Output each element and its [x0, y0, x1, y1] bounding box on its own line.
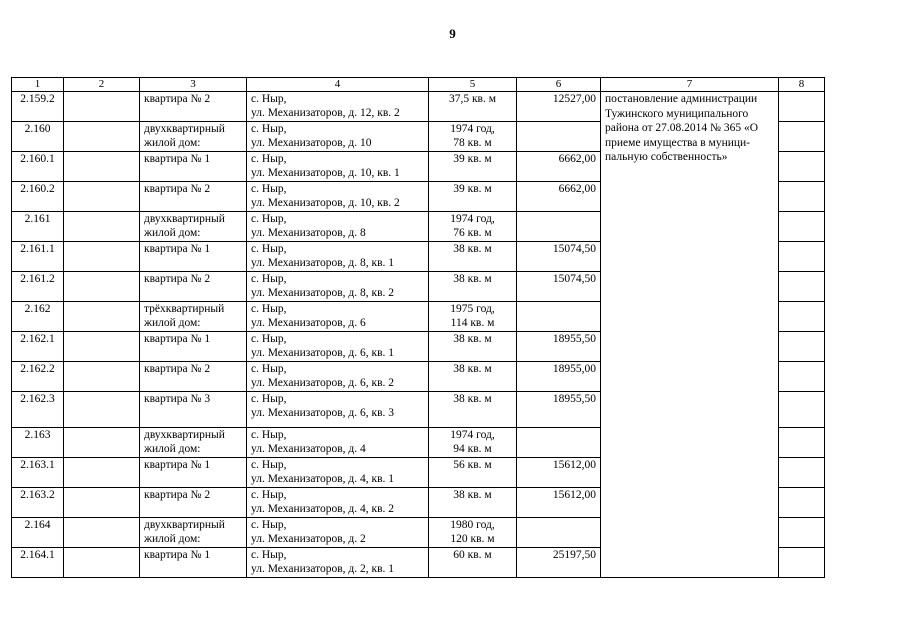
- address-cell: [247, 182, 429, 212]
- address-line: с. Ныр,: [251, 489, 287, 501]
- column-2-cell: [64, 428, 140, 458]
- address-line: с. Ныр,: [251, 519, 287, 531]
- object-name-line: жилой дом:: [144, 137, 201, 149]
- address-line: с. Ныр,: [251, 123, 287, 135]
- value-cell: 25197,50: [517, 548, 601, 578]
- address-cell: [247, 392, 429, 428]
- object-name-cell: [140, 212, 247, 242]
- address-line: ул. Механизаторов, д. 10, кв. 1: [251, 167, 400, 179]
- column-2-cell: [64, 548, 140, 578]
- item-number-cell: 2.161: [12, 212, 64, 242]
- object-name-line: жилой дом:: [144, 227, 201, 239]
- address-line: с. Ныр,: [251, 93, 287, 105]
- value-cell: [517, 122, 601, 152]
- area-line: 38 кв. м: [453, 393, 492, 405]
- column-8-cell: [779, 122, 825, 152]
- area-line: 1974 год,: [450, 213, 495, 225]
- address-line: ул. Механизаторов, д. 12, кв. 2: [251, 107, 400, 119]
- address-line: с. Ныр,: [251, 333, 287, 345]
- area-line: 78 кв. м: [453, 137, 492, 149]
- address-line: с. Ныр,: [251, 459, 287, 471]
- column-header: 6: [517, 78, 601, 92]
- column-2-cell: [64, 518, 140, 548]
- object-name-line: квартира № 1: [144, 459, 211, 471]
- column-8-cell: [779, 548, 825, 578]
- basis-document-line: постановление администрации: [605, 93, 758, 105]
- item-number-cell: 2.162.1: [12, 332, 64, 362]
- address-cell: [247, 458, 429, 488]
- column-8-cell: [779, 518, 825, 548]
- object-name-line: квартира № 2: [144, 363, 211, 375]
- area-line: 37,5 кв. м: [448, 93, 497, 105]
- address-line: с. Ныр,: [251, 153, 287, 165]
- object-name-cell: [140, 332, 247, 362]
- column-8-cell: [779, 428, 825, 458]
- address-cell: [247, 488, 429, 518]
- column-2-cell: [64, 392, 140, 428]
- item-number-cell: 2.160.2: [12, 182, 64, 212]
- object-name-line: квартира № 1: [144, 243, 211, 255]
- area-cell: [429, 428, 517, 458]
- address-cell: [247, 548, 429, 578]
- column-header: 2: [64, 78, 140, 92]
- column-2-cell: [64, 242, 140, 272]
- object-name-line: квартира № 1: [144, 153, 211, 165]
- column-2-cell: [64, 152, 140, 182]
- column-8-cell: [779, 272, 825, 302]
- column-2-cell: [64, 332, 140, 362]
- column-header: 8: [779, 78, 825, 92]
- address-line: с. Ныр,: [251, 429, 287, 441]
- area-cell: [429, 302, 517, 332]
- item-number-cell: 2.162.2: [12, 362, 64, 392]
- address-cell: [247, 92, 429, 122]
- object-name-cell: [140, 182, 247, 212]
- object-name-line: квартира № 2: [144, 489, 211, 501]
- area-line: 114 кв. м: [450, 317, 495, 329]
- item-number-cell: 2.162.3: [12, 392, 64, 428]
- column-2-cell: [64, 92, 140, 122]
- column-2-cell: [64, 362, 140, 392]
- column-2-cell: [64, 302, 140, 332]
- address-line: ул. Механизаторов, д. 8: [251, 227, 366, 239]
- item-number-cell: 2.161.2: [12, 272, 64, 302]
- address-line: ул. Механизаторов, д. 6, кв. 1: [251, 347, 395, 359]
- object-name-line: квартира № 2: [144, 183, 211, 195]
- area-cell: [429, 458, 517, 488]
- area-line: 39 кв. м: [453, 183, 492, 195]
- object-name-cell: [140, 458, 247, 488]
- value-cell: 18955,50: [517, 332, 601, 362]
- column-header: 1: [12, 78, 64, 92]
- address-line: с. Ныр,: [251, 213, 287, 225]
- area-cell: [429, 272, 517, 302]
- object-name-cell: [140, 428, 247, 458]
- address-line: ул. Механизаторов, д. 10: [251, 137, 372, 149]
- basis-document-line: Тужинского муниципального: [605, 107, 749, 120]
- value-cell: 15612,00: [517, 488, 601, 518]
- item-number-cell: 2.160: [12, 122, 64, 152]
- page-number: 9: [449, 26, 456, 41]
- column-2-cell: [64, 488, 140, 518]
- column-header: 4: [247, 78, 429, 92]
- property-registry-table: [11, 77, 825, 578]
- area-line: 38 кв. м: [453, 273, 492, 285]
- address-cell: [247, 152, 429, 182]
- area-cell: [429, 92, 517, 122]
- address-line: ул. Механизаторов, д. 4, кв. 1: [251, 473, 395, 485]
- area-line: 1974 год,: [450, 123, 495, 135]
- area-cell: [429, 518, 517, 548]
- basis-document-cell: [601, 92, 779, 578]
- item-number-cell: 2.162: [12, 302, 64, 332]
- object-name-line: квартира № 2: [144, 93, 211, 105]
- address-cell: [247, 332, 429, 362]
- area-line: 120 кв. м: [450, 533, 495, 545]
- column-8-cell: [779, 458, 825, 488]
- item-number-cell: 2.159.2: [12, 92, 64, 122]
- address-line: с. Ныр,: [251, 243, 287, 255]
- item-number-cell: 2.164: [12, 518, 64, 548]
- address-line: ул. Механизаторов, д. 2, кв. 1: [251, 563, 395, 575]
- area-cell: [429, 548, 517, 578]
- object-name-cell: [140, 122, 247, 152]
- address-line: с. Ныр,: [251, 363, 287, 375]
- value-cell: 12527,00: [517, 92, 601, 122]
- area-line: 38 кв. м: [453, 333, 492, 345]
- area-line: 56 кв. м: [453, 459, 492, 471]
- object-name-line: двухквартирный: [144, 123, 225, 135]
- address-line: ул. Механизаторов, д. 6, кв. 3: [251, 407, 395, 419]
- area-line: 76 кв. м: [453, 227, 492, 239]
- item-number-cell: 2.161.1: [12, 242, 64, 272]
- object-name-cell: [140, 392, 247, 428]
- area-cell: [429, 152, 517, 182]
- basis-document-line: пальную собственность»: [605, 151, 728, 163]
- object-name-line: квартира № 1: [144, 333, 211, 345]
- basis-document-line: приеме имущества в муници-: [605, 136, 751, 149]
- area-cell: [429, 392, 517, 428]
- address-line: ул. Механизаторов, д. 10, кв. 2: [251, 197, 400, 209]
- area-line: 1975 год,: [450, 303, 495, 315]
- address-line: ул. Механизаторов, д. 6, кв. 2: [251, 377, 395, 389]
- object-name-line: двухквартирный: [144, 429, 225, 441]
- object-name-line: жилой дом:: [144, 317, 201, 329]
- column-8-cell: [779, 92, 825, 122]
- column-8-cell: [779, 152, 825, 182]
- object-name-cell: [140, 362, 247, 392]
- column-2-cell: [64, 272, 140, 302]
- address-line: ул. Механизаторов, д. 4, кв. 2: [251, 503, 395, 515]
- area-line: 60 кв. м: [453, 549, 492, 561]
- registry-body: [12, 92, 825, 578]
- address-cell: [247, 518, 429, 548]
- value-cell: 15074,50: [517, 272, 601, 302]
- column-8-cell: [779, 242, 825, 272]
- area-cell: [429, 182, 517, 212]
- area-line: 94 кв. м: [453, 443, 492, 455]
- column-header: 5: [429, 78, 517, 92]
- column-8-cell: [779, 182, 825, 212]
- column-8-cell: [779, 212, 825, 242]
- value-cell: 18955,00: [517, 362, 601, 392]
- area-cell: [429, 488, 517, 518]
- value-cell: [517, 518, 601, 548]
- value-cell: [517, 428, 601, 458]
- object-name-line: квартира № 3: [144, 393, 211, 405]
- header-row: [12, 78, 825, 92]
- address-line: с. Ныр,: [251, 183, 287, 195]
- item-number-cell: 2.163.1: [12, 458, 64, 488]
- area-line: 38 кв. м: [453, 363, 492, 375]
- column-8-cell: [779, 302, 825, 332]
- address-cell: [247, 272, 429, 302]
- item-number-cell: 2.163.2: [12, 488, 64, 518]
- area-cell: [429, 122, 517, 152]
- object-name-cell: [140, 152, 247, 182]
- value-cell: 15612,00: [517, 458, 601, 488]
- area-line: 1974 год,: [450, 429, 495, 441]
- value-cell: [517, 212, 601, 242]
- area-cell: [429, 212, 517, 242]
- object-name-line: жилой дом:: [144, 533, 201, 545]
- area-line: 1980 год,: [450, 519, 495, 531]
- address-cell: [247, 122, 429, 152]
- address-line: ул. Механизаторов, д. 8, кв. 1: [251, 257, 395, 269]
- area-cell: [429, 362, 517, 392]
- value-cell: 6662,00: [517, 152, 601, 182]
- column-2-cell: [64, 182, 140, 212]
- object-name-cell: [140, 518, 247, 548]
- object-name-cell: [140, 272, 247, 302]
- object-name-line: трёхквартирный: [144, 303, 225, 315]
- column-2-cell: [64, 212, 140, 242]
- column-header: 3: [140, 78, 247, 92]
- object-name-cell: [140, 302, 247, 332]
- address-line: ул. Механизаторов, д. 2: [251, 533, 366, 545]
- address-cell: [247, 302, 429, 332]
- value-cell: [517, 302, 601, 332]
- address-cell: [247, 362, 429, 392]
- value-cell: 18955,50: [517, 392, 601, 428]
- column-8-cell: [779, 392, 825, 428]
- object-name-cell: [140, 488, 247, 518]
- column-2-cell: [64, 122, 140, 152]
- table-row: [12, 92, 825, 122]
- column-8-cell: [779, 332, 825, 362]
- column-header: 7: [601, 78, 779, 92]
- item-number-cell: 2.163: [12, 428, 64, 458]
- value-cell: 15074,50: [517, 242, 601, 272]
- area-line: 38 кв. м: [453, 489, 492, 501]
- column-8-cell: [779, 488, 825, 518]
- object-name-line: жилой дом:: [144, 443, 201, 455]
- area-line: 39 кв. м: [453, 153, 492, 165]
- basis-document-line: района от 27.08.2014 № 365 «О: [605, 122, 759, 134]
- address-line: ул. Механизаторов, д. 8, кв. 2: [251, 287, 395, 299]
- column-8-cell: [779, 362, 825, 392]
- object-name-line: двухквартирный: [144, 519, 225, 531]
- address-line: с. Ныр,: [251, 273, 287, 285]
- address-cell: [247, 428, 429, 458]
- value-cell: 6662,00: [517, 182, 601, 212]
- address-cell: [247, 212, 429, 242]
- object-name-cell: [140, 548, 247, 578]
- area-line: 38 кв. м: [453, 243, 492, 255]
- address-line: ул. Механизаторов, д. 4: [251, 443, 366, 455]
- object-name-line: двухквартирный: [144, 213, 225, 225]
- address-line: с. Ныр,: [251, 549, 287, 561]
- object-name-cell: [140, 242, 247, 272]
- item-number-cell: 2.160.1: [12, 152, 64, 182]
- object-name-line: квартира № 2: [144, 273, 211, 285]
- address-line: с. Ныр,: [251, 393, 287, 405]
- address-line: ул. Механизаторов, д. 6: [251, 317, 366, 329]
- address-cell: [247, 242, 429, 272]
- area-cell: [429, 332, 517, 362]
- address-line: с. Ныр,: [251, 303, 287, 315]
- column-2-cell: [64, 458, 140, 488]
- item-number-cell: 2.164.1: [12, 548, 64, 578]
- area-cell: [429, 242, 517, 272]
- object-name-line: квартира № 1: [144, 549, 211, 561]
- object-name-cell: [140, 92, 247, 122]
